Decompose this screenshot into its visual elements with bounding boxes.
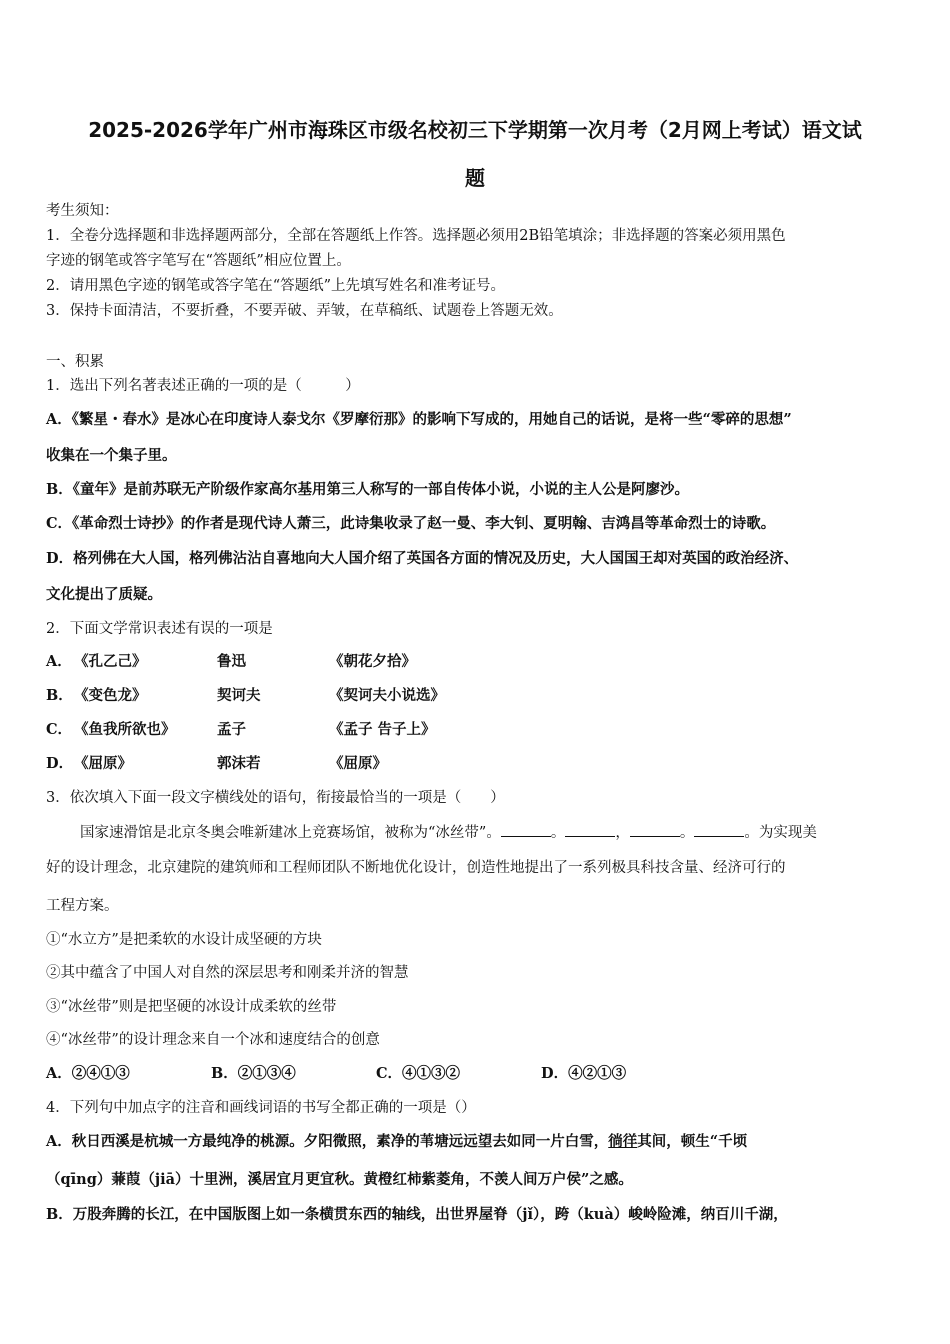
q1-stem: 1．选出下列名著表述正确的一项的是（ ） [46,378,360,394]
notice-item: 1．全卷分选择题和非选择题两部分，全部在答题纸上作答。选择题必须用2B铅笔填涂；非选择题的答案必须用黑色 [46,228,786,244]
option-work: 《变色龙》 [74,687,147,704]
q3-choice-d: D．④②①③ [541,1065,627,1082]
option-letter: D． [46,755,74,772]
q1-option-a-cont: 收集在一个集子里。 [46,447,177,464]
notice-heading: 考生须知： [46,203,119,219]
option-text: 其间，顿生“千顷 [637,1133,748,1150]
option-book: 《孟子 告子上》 [329,721,436,738]
fill-blank [630,822,680,837]
notice-item: 3．保持卡面清洁，不要折叠，不要弄破、弄皱，在草稿纸、试题卷上答题无效。 [46,303,563,319]
option-letter: A． [46,653,72,670]
option-book: 《朝花夕拾》 [329,653,416,670]
q2-option-a [46,652,416,672]
passage-text: 国家速滑馆是北京冬奥会唯新建冰上竞赛场馆，被称为“冰丝带”。 [80,825,501,841]
option-letter: B． [46,687,73,704]
q3-item: ②其中蕴含了中国人对自然的深层思考和刚柔并济的智慧 [46,965,409,981]
q1-option-a: A．《繁星・春水》是冰心在印度诗人泰戈尔《罗摩衍那》的影响下写成的，用她自己的话说，是将一些“零碎的思想” [46,411,792,428]
notice-item: 字迹的钢笔或答字笔写在“答题纸”相应位置上。 [46,253,351,269]
passage-punct: 。 [679,825,695,841]
option-book: 《屈原》 [329,755,387,772]
section-heading: 一、积累 [46,354,104,370]
q3-item: ④“冰丝带”的设计理念来自一个冰和速度结合的创意 [46,1032,380,1048]
exam-title-line2: 题 [465,166,485,190]
option-work: 《鱼我所欲也》 [74,721,176,738]
option-text: A．秋日西溪是杭城一方最纯净的桃源。夕阳微照，素净的苇塘远远望去如同一片白雪， [46,1133,609,1150]
q2-option-d [46,754,387,774]
option-author: 契诃夫 [217,687,261,704]
fill-blank [501,822,551,837]
q1-option-d-cont: 文化提出了质疑。 [46,586,162,603]
fill-blank [565,822,615,837]
q2-option-c [46,720,436,740]
q3-passage-line3: 工程方案。 [46,898,119,914]
option-author: 鲁迅 [217,653,246,670]
q3-passage-line2: 好的设计理念，北京建院的建筑师和工程师团队不断地优化设计，创造性地提出了一系列极具科技含量、经济可行的 [46,860,786,876]
option-letter: C． [46,721,73,738]
q4-option-b: B．万股奔腾的长江，在中国版图上如一条横贯东西的轴线，出世界屋脊（jǐ），跨（kuà）峻岭险滩，纳百川千湖， [46,1206,788,1223]
q1-option-d: D．格列佛在大人国，格列佛沾沾自喜地向大人国介绍了英国各方面的情况及历史，大人国国王却对英国的政治经济、 [46,550,799,567]
exam-title-line1: 2025-2026学年广州市海珠区市级名校初三下学期第一次月考（2月网上考试）语文试 [88,118,862,142]
underlined-word: 徜徉 [608,1133,638,1150]
q2-stem: 2．下面文学常识表述有误的一项是 [46,621,273,637]
option-work: 《孔乙己》 [74,653,147,670]
q3-item: ③“冰丝带”则是把坚硬的冰设计成柔软的丝带 [46,999,337,1015]
option-work: 《屈原》 [74,755,132,772]
option-author: 孟子 [217,721,246,738]
q4-option-a [46,1132,747,1152]
q2-option-b [46,686,445,706]
option-book: 《契诃夫小说选》 [329,687,445,704]
q4-option-a-cont: （qīng）蒹葭（jiā）十里洲，溪居宜月更宜秋。黄橙红柿紫菱角，不羡人间万户侯”之感。 [46,1171,633,1188]
q3-stem: 3．依次填入下面一段文字横线处的语句，衔接最恰当的一项是（ ） [46,790,505,806]
passage-text: 。为实现美 [744,825,817,841]
q1-option-c: C．《革命烈士诗抄》的作者是现代诗人萧三，此诗集收录了赵一曼、李大钊、夏明翰、吉鸿昌等革命烈士的诗歌。 [46,515,776,532]
q3-choices [46,1064,626,1084]
passage-punct: 。 [550,825,566,841]
notice-item: 2．请用黑色字迹的钢笔或答字笔在“答题纸”上先填写姓名和准考证号。 [46,278,506,294]
q3-item: ①“水立方”是把柔软的水设计成坚硬的方块 [46,932,322,948]
q3-choice-a: A．②④①③ [46,1065,130,1082]
q1-option-b: B．《童年》是前苏联无产阶级作家高尔基用第三人称写的一部自传体小说，小说的主人公是阿廖沙。 [46,481,690,498]
q3-choice-c: C．④①③② [376,1065,461,1082]
fill-blank [694,822,744,837]
passage-punct: ， [615,825,630,841]
q4-stem: 4．下列句中加点字的注音和画线词语的书写全都正确的一项是（） [46,1100,476,1116]
q3-choice-b: B．②①③④ [211,1065,296,1082]
q3-passage-line1 [80,822,817,843]
option-author: 郭沫若 [217,755,261,772]
